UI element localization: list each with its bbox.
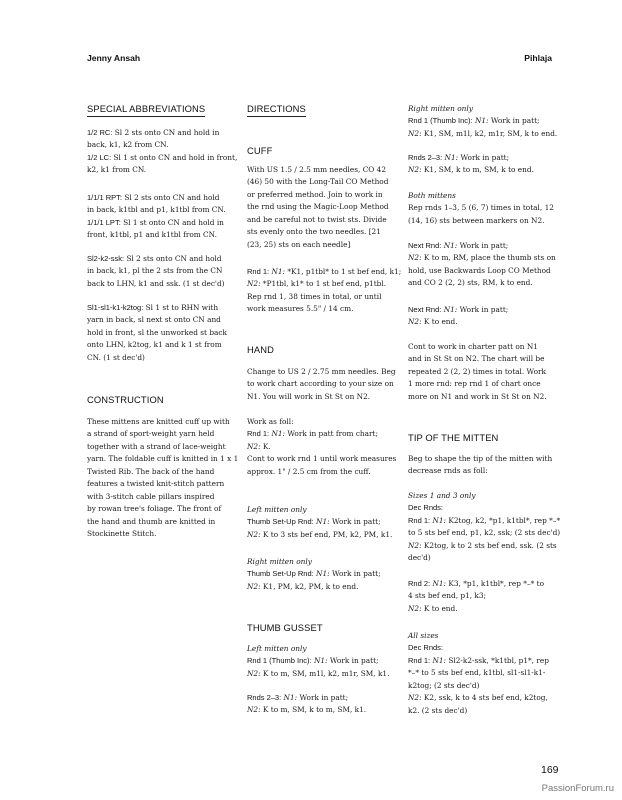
running-header-title: Pihlaja [524, 53, 552, 63]
running-header-author: Jenny Ansah [87, 53, 141, 63]
hand-work-as-foll: Work as foll: Rnd 1: N1: Work in patt from chart; N2: K. Cont to work rnd 1 until work measures approx. 1" / 2.5 cm from the cuff. [247, 417, 397, 476]
tip-intro: Beg to shape the tip of the mitten with decrease rnds as foll: [408, 454, 553, 476]
abbr-rpt-lpt: 1/1/1 RPT: Sl 2 sts onto CN and hold in back, k1tbl and p1, k1tbl from CN. 1/1/1 LPT: Sl 1 st onto CN and hold in front, k1tbl, p1 and k1tbl from CN. [87, 193, 226, 240]
construction-heading: CONSTRUCTION [87, 394, 164, 405]
hand-text: Change to US 2 / 2.75 mm needles. Beg to work chart according to your size on N1. You will work in St St on N2. [247, 367, 396, 401]
gusset-left-rnds23: Rnds 2–3: N1: Work in patt; N2: K to m, SM, k to m, SM, k1. [247, 693, 367, 715]
continue-chart-text: Cont to work in charter patt on N1 and in St St on N2. The chart will be repeated 2 (2, 2) times in total. Work 1 more rnd: rep rnd 1 of chart once more on N1 and work in St St on N2. [408, 342, 547, 401]
gusset-right: Right mitten only Rnd 1 (Thumb Inc): N1: Work in patt; N2: K1, SM, m1l, k2, m1r, SM, k to end. [408, 104, 558, 138]
directions-heading: DIRECTIONS [247, 103, 306, 117]
abbr-sl1-sl1-k1-k2tog: Sl1-sl1-k1-k2tog: Sl 1 st to RHN with yarn in back, sl next st onto CN and hold in front, sl the unworked st back onto LHN, k2tog, k1 and k 1 st from CN. (1 st dec'd) [87, 303, 227, 362]
cuff-heading: CUFF [247, 145, 273, 156]
right-thumb-setup: Right mitten only Thumb Set-Up Rnd: N1: Work in patt; N2: K1, PM, k2, PM, k to end. [247, 557, 381, 591]
thumb-gusset-heading: THUMB GUSSET [247, 622, 323, 633]
abbr-sl2-k2-ssk: Sl2-k2-ssk: Sl 2 sts onto CN and hold in back, k1, pl the 2 sts from the CN back to LHN, k1 and ssk. (1 st dec'd) [87, 254, 225, 288]
cuff-rnd1: Rnd 1: N1: *K1, p1tbl* to 1 st bef end, k1; N2: *P1tbl, k1* to 1 st bef end, p1tbl. Rep rnd 1, 38 times in total, or until work measures 5.5" / 14 cm. [247, 267, 402, 314]
gusset-left: Left mitten only Rnd 1 (Thumb Inc): N1: Work in patt; N2: K to m, SM, m1l, k2, m1r, SM, k1. [247, 644, 390, 678]
sizes-1-3-rnd2: Rnd 2: N1: K3, *p1, k1tbl*, rep *–* to 4 sts bef end, p1, k3; N2: K to end. [408, 579, 544, 613]
hand-heading: HAND [247, 344, 274, 355]
sizes-1-3-dec: Sizes 1 and 3 only Dec Rnds: Rnd 1: N1: K2tog, k2, *p1, k1tbl*, rep *–* to 5 sts bef end, p1, k2, ssk; (2 sts dec'd) N2: K2tog, k to 2 sts bef end, ssk. (2 sts dec'd) [408, 491, 561, 563]
both-mittens: Both mittens Rep rnds 1–3, 5 (6, 7) times in total, 12 (14, 16) sts between markers on N2. [408, 191, 554, 225]
watermark: PassionForum.ru [541, 783, 614, 794]
all-sizes-dec: All sizes Dec Rnds: Rnd 1: N1: Sl2-k2-ssk, *k1tbl, p1*, rep *–* to 5 sts bef end, k1tbl, sl1-sl1-k1- k2tog; (2 sts dec'd) N2: K2, ssk, k to 4 sts bef end, k2tog, k2. (2 sts dec'd) [408, 631, 549, 715]
construction-text: These mittens are knitted cuff up with a strand of sport-weight yarn held together with a strand of lace-weight yarn. The foldable cuff is knitted in 1 x 1 Twisted Rib. The back of the hand features a twisted knit-stitch pattern with 3-stitch cable pillars inspired by rowan tree's foliage. The front of the hand and thumb are knitted in Stockinette Stitch. [87, 417, 239, 539]
next-rnd-2: Next Rnd: N1: Work in patt; N2: K to end. [408, 305, 509, 327]
left-thumb-setup: Left mitten only Thumb Set-Up Rnd: N1: Work in patt; N2: K to 3 sts bef end, PM, k2, PM, k1. [247, 505, 393, 539]
special-abbreviations-heading: SPECIAL ABBREVIATIONS [87, 103, 205, 117]
page-number: 169 [541, 764, 559, 776]
cuff-text: With US 1.5 / 2.5 mm needles, CO 42 (46) 50 with the Long-Tail CO Method or preferred method. Join to work in the rnd using the Magic-Loop Method and be careful not to twist sts. Divide sts evenly onto the two needles. [21 (23, 25) sts on each needle] [247, 165, 389, 249]
abbr-rc: 1/2 RC: Sl 2 sts onto CN and hold in back, k1, k2 from CN. 1/2 LC: Sl 1 st onto CN and hold in front, k2, k1 from CN. [87, 128, 238, 175]
tip-of-mitten-heading: TIP OF THE MITTEN [408, 432, 499, 443]
gusset-right-rnds23: Rnds 2–3: N1: Work in patt; N2: K1, SM, k to m, SM, k to end. [408, 153, 534, 175]
next-rnd-1: Next Rnd: N1: Work in patt; N2: K to m, RM, place the thumb sts on hold, use Backwards Loop CO Method and CO 2 (2, 2) sts, RM, k to end. [408, 241, 556, 288]
